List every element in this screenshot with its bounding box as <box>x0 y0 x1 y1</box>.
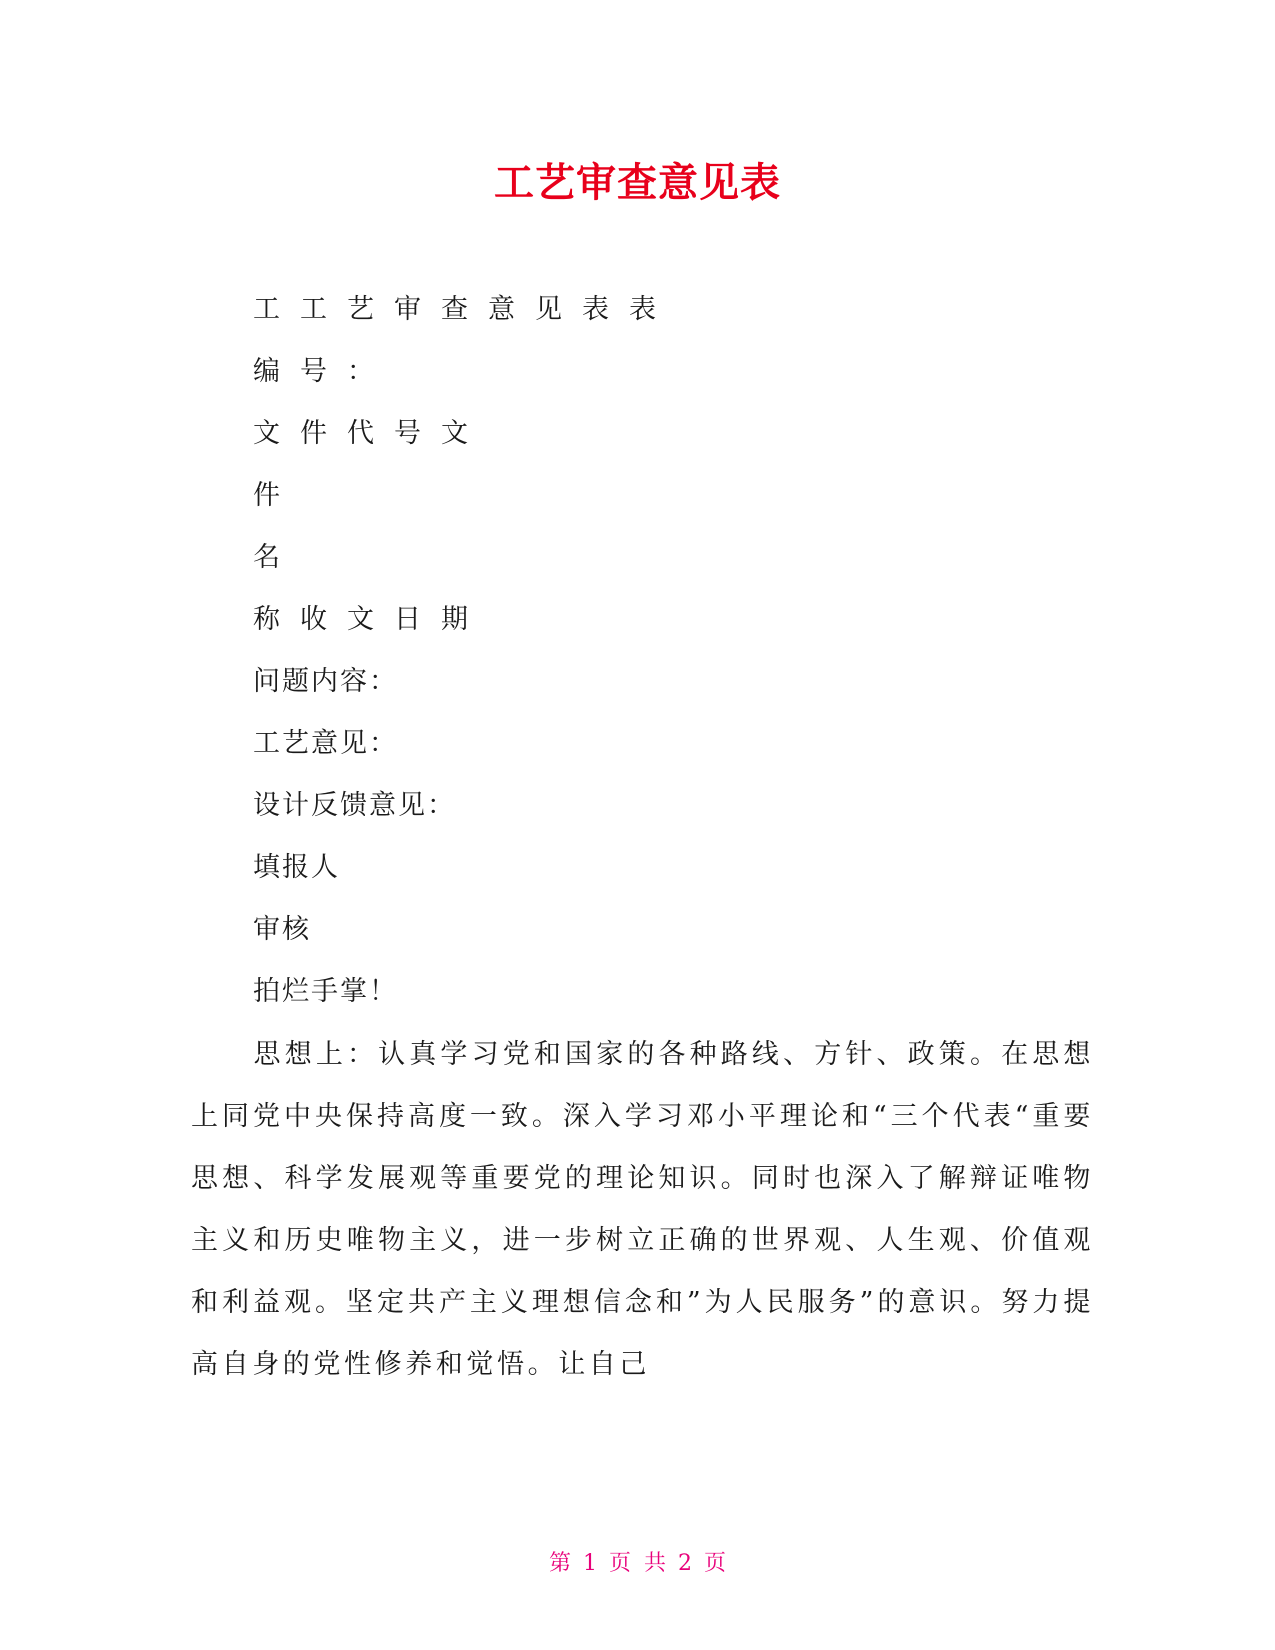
footer-suffix: 页 <box>704 1551 727 1576</box>
form-header-line: 工工艺审查意见表表 <box>253 294 676 325</box>
char-jian: 件 <box>253 480 280 511</box>
footer-page-total: 2 <box>678 1551 692 1576</box>
body-paragraph <box>191 1024 1094 1396</box>
doc-code-line: 文件代号文 <box>253 418 488 449</box>
process-opinion-label: 工艺意见： <box>253 728 398 759</box>
page-title: 工艺审查意见表 <box>494 160 781 206</box>
issue-label: 问题内容： <box>253 666 398 697</box>
footer-mid: 页 共 <box>609 1551 666 1576</box>
number-label: 编号： <box>253 356 394 387</box>
page-footer <box>0 1546 1275 1577</box>
footer-page-number: 1 <box>583 1551 597 1576</box>
paragraph-text: 思想上：认真学习党和国家的各种路线、方针、政策。在思想上同党中央保持高度一致。深入学习邓小平理论和“三个代表“重要思想、科学发展观等重要党的理论知识。同时也深入了解辩证唯物主义和历史唯物主义，进一步树立正确的世界观、人生观、价值观和利益观。坚定共产主义理想信念和”为人民服务”的意识。努力提高自身的党性修养和觉悟。让自己 <box>191 1039 1094 1380</box>
footer-prefix: 第 <box>548 1551 571 1576</box>
applause-line: 拍烂手掌！ <box>253 976 398 1007</box>
reporter-label: 填报人 <box>253 852 340 883</box>
char-ming: 名 <box>253 542 280 573</box>
form-fields <box>253 296 1153 1040</box>
name-date-line: 称收文日期 <box>253 604 488 635</box>
design-feedback-label: 设计反馈意见： <box>253 790 456 821</box>
reviewer-label: 审核 <box>253 914 311 945</box>
